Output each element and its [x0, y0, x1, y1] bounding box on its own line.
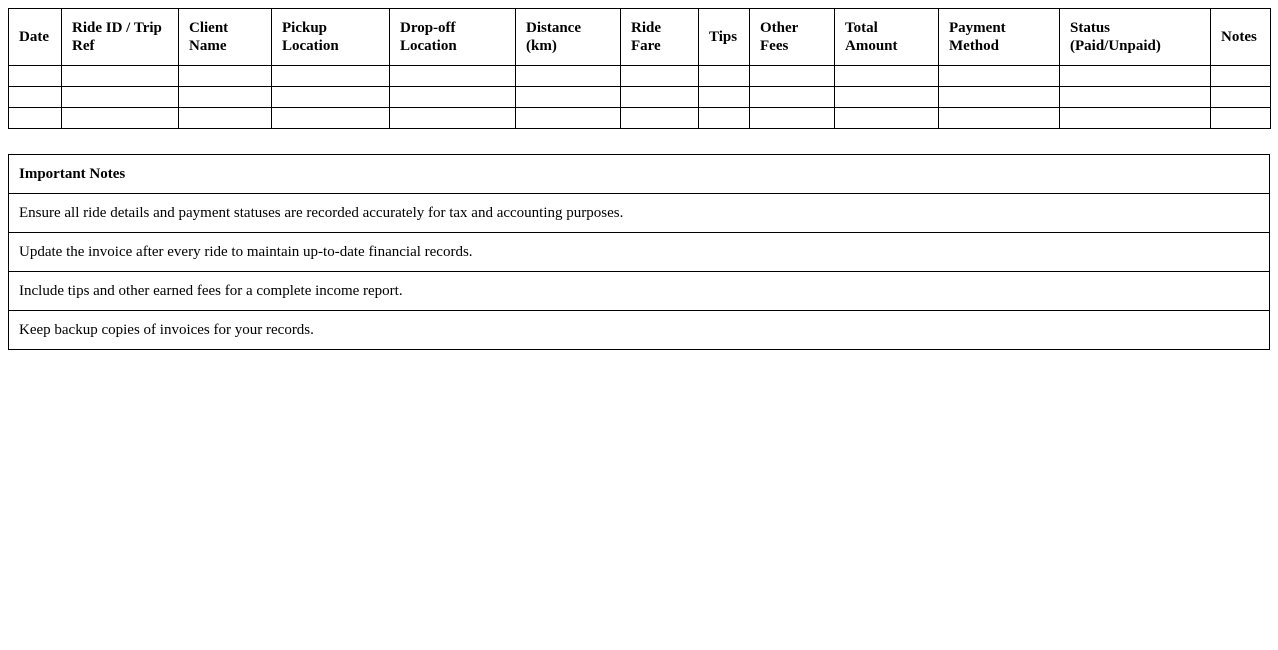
table-cell[interactable]: [750, 108, 835, 129]
table-cell[interactable]: [516, 108, 621, 129]
table-cell[interactable]: [516, 66, 621, 87]
table-cell[interactable]: [272, 66, 390, 87]
column-header-notes: Notes: [1211, 9, 1271, 66]
column-header-total-amount: Total Amount: [835, 9, 939, 66]
note-row: [9, 233, 1270, 272]
table-cell[interactable]: [699, 66, 750, 87]
table-cell[interactable]: [621, 66, 699, 87]
table-cell[interactable]: [939, 66, 1060, 87]
table-cell[interactable]: [179, 87, 272, 108]
table-cell[interactable]: [939, 108, 1060, 129]
table-row: [9, 87, 1271, 108]
table-cell[interactable]: [272, 87, 390, 108]
table-cell[interactable]: [390, 87, 516, 108]
document: [8, 8, 1270, 350]
note-text: Ensure all ride details and payment statuses are recorded accurately for tax and accounting purposes.: [9, 194, 1270, 233]
table-cell[interactable]: [390, 108, 516, 129]
table-cell[interactable]: [179, 66, 272, 87]
table-cell[interactable]: [835, 66, 939, 87]
note-row: [9, 272, 1270, 311]
note-text: Update the invoice after every ride to maintain up-to-date financial records.: [9, 233, 1270, 272]
table-row: [9, 66, 1271, 87]
column-header-status: Status (Paid/Unpaid): [1060, 9, 1211, 66]
table-cell[interactable]: [9, 87, 62, 108]
table-cell[interactable]: [939, 87, 1060, 108]
column-header-ride-id: Ride ID / Trip Ref: [62, 9, 179, 66]
table-cell[interactable]: [1211, 66, 1271, 87]
table-header-row: [9, 9, 1271, 66]
table-cell[interactable]: [835, 108, 939, 129]
table-cell[interactable]: [750, 66, 835, 87]
table-cell[interactable]: [699, 87, 750, 108]
table-cell[interactable]: [9, 108, 62, 129]
table-cell[interactable]: [62, 66, 179, 87]
column-header-ride-fare: Ride Fare: [621, 9, 699, 66]
column-header-tips: Tips: [699, 9, 750, 66]
table-cell[interactable]: [835, 87, 939, 108]
column-header-dropoff-location: Drop-off Location: [390, 9, 516, 66]
table-cell[interactable]: [750, 87, 835, 108]
table-cell[interactable]: [9, 66, 62, 87]
table-row: [9, 108, 1271, 129]
notes-heading-row: [9, 155, 1270, 194]
table-cell[interactable]: [390, 66, 516, 87]
notes-heading: Important Notes: [9, 155, 1270, 194]
ride-ledger-table: [8, 8, 1271, 129]
important-notes-table: [8, 154, 1270, 350]
note-row: [9, 311, 1270, 350]
table-cell[interactable]: [621, 108, 699, 129]
column-header-pickup-location: Pickup Location: [272, 9, 390, 66]
table-cell[interactable]: [516, 87, 621, 108]
column-header-date: Date: [9, 9, 62, 66]
table-cell[interactable]: [179, 108, 272, 129]
table-cell[interactable]: [1211, 87, 1271, 108]
table-cell[interactable]: [272, 108, 390, 129]
table-cell[interactable]: [621, 87, 699, 108]
column-header-payment-method: Payment Method: [939, 9, 1060, 66]
note-row: [9, 194, 1270, 233]
column-header-other-fees: Other Fees: [750, 9, 835, 66]
column-header-distance: Distance (km): [516, 9, 621, 66]
note-text: Keep backup copies of invoices for your records.: [9, 311, 1270, 350]
table-cell[interactable]: [62, 108, 179, 129]
table-cell[interactable]: [62, 87, 179, 108]
table-cell[interactable]: [699, 108, 750, 129]
table-cell[interactable]: [1060, 108, 1211, 129]
table-cell[interactable]: [1211, 108, 1271, 129]
note-text: Include tips and other earned fees for a complete income report.: [9, 272, 1270, 311]
table-cell[interactable]: [1060, 66, 1211, 87]
column-header-client-name: Client Name: [179, 9, 272, 66]
table-cell[interactable]: [1060, 87, 1211, 108]
